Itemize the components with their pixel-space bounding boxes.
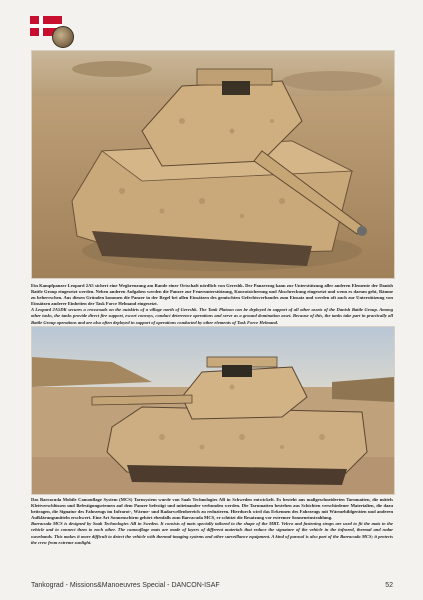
footer-title: Tankograd - Missions&Manoeuvres Special - DANCON-ISAF: [31, 582, 220, 589]
page-number: 52: [385, 582, 393, 589]
caption-bottom: [31, 497, 393, 546]
caption-top-english: A Leopard 2A5DK secures a crossroads on the outskirts of a village north of Gereshk. The Tank Platoon can be deployed in support of all other assets of the Danish Battle Group. Among other tasks, the tanks provide direct fire support, escort convoys, conduct deterrence operations and serve as a ground domination asset. Because of this, the tanks take part in practically all Battle Group operations and are also often deployed in support of operations conducted by other elements of Task Force Helmand.: [31, 307, 393, 325]
page-header: [0, 0, 423, 50]
unit-badge-icon: [52, 26, 74, 48]
caption-top-german: Ein Kampfpanzer Leopard 2A5 sichert eine Wegkreuzung am Rande einer Ortschaft nördlich von Gereshk. Der Panzerzug kann zur Unterstützung aller anderen Elemente der Danish Battle Group eingesetzt werden. Neben anderen Aufgaben werden die Panzer zur Feuerunterstützung, Konvoisicherung und Abschreckung eingesetzt und wenn es darum geht, Räume zu beherrschen. Aus diesen Gründen kommen die Panzer in der Regel bei allen Einsätzen des gemischten Gefechtsverbandes zum Einsatz und werden oft auch zur Unterstützung von Einsätzen anderer Einheiten der Task Force Helmand eingesetzt.: [31, 283, 393, 307]
caption-bottom-german: Das Barracuda Mobile Camouflage System (MCS) Tarnsystem wurde von Saab Technologies AB in Schweden entwickelt. Es besteht aus maßgeschneiderten Tarnmatten, die mittels Klettverschlüssen und Befestigungsriemen auf dem Panzer befestigt und miteinander verbunden werden. Die Tarnmatten bestehen aus Schichten verschiedener Materialien, die dazu beitragen, die Signatur des Fahrzeugs im Infrarot-, Wärme- und Radarwellenbereich zu reduzieren. Hierdurch wird das Erkennen des Fahrzeugs mit Wärmebildgeräten und anderen Aufklärungsmitteln erschwert. Eine Art Sonnenschirm gehört ebenfalls zum Barracuda MCS, er schützt die Besatzung vor extremer Sonneneinstrahlung.: [31, 497, 393, 521]
caption-bottom-english: Barracuda MCS is designed by Saab Technologies AB in Sweden. It consists of mats specially tailored to the shape of the MBT. Velcro and fastening straps are used to fit the mats to the vehicle and to connect them to each other. The camouflage mats are made of layers of different materials that reduce the signature of the vehicle in the infrared, thermal and radar wavebands. This makes it more difficult to detect the vehicle with thermal-imaging systems and other surveillance equipment. A kind of parasol is also part of the Barracuda MCS; it protects the crew from extreme sunlight.: [31, 521, 393, 545]
caption-top: [31, 283, 393, 326]
tank-photo-top: [31, 50, 395, 279]
tank-photo-bottom: [31, 326, 395, 495]
